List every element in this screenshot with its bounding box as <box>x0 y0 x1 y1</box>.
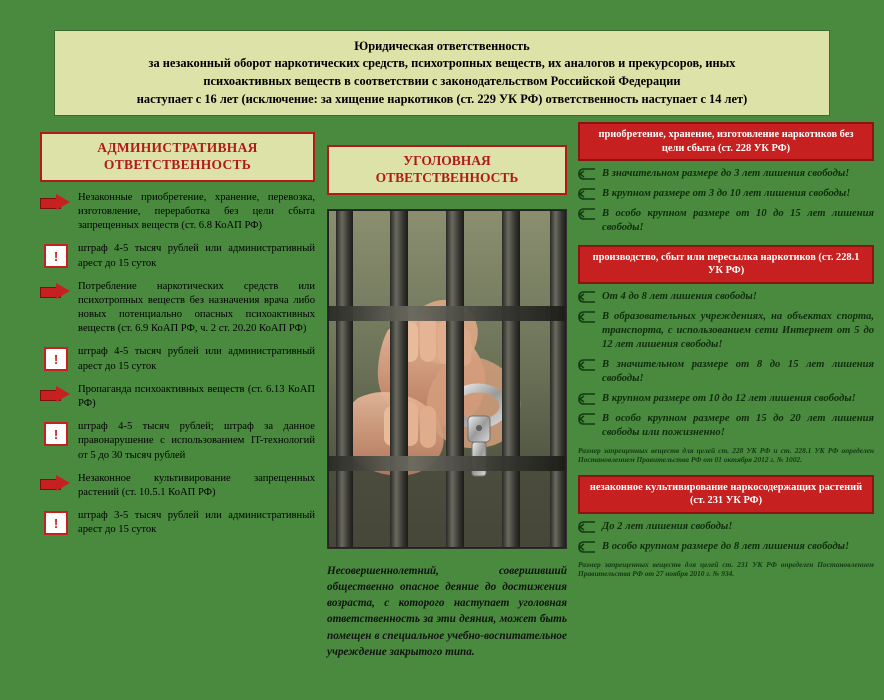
pointing-hand-icon <box>578 187 598 201</box>
list-item-text: В особо крупном размере от 15 до 20 лет лишения свободы или пожизненно! <box>602 412 874 438</box>
pointing-hand-icon <box>578 310 598 324</box>
criminal-penalties-section <box>578 122 874 579</box>
list-item-text: Незаконное культивирование запрещенных растений (ст. 10.5.1 КоАП РФ) <box>78 472 315 498</box>
exclamation-icon: ! <box>44 511 68 535</box>
list-item-text: В крупном размере от 3 до 10 лет лишения свободы! <box>602 188 851 200</box>
list-item <box>578 392 874 406</box>
list-item <box>40 383 315 411</box>
hands-behind-bars-photo <box>327 209 567 549</box>
list-item-text: В крупном размере от 10 до 12 лет лишения свободы! <box>602 392 856 404</box>
criminal-title <box>327 145 567 195</box>
list-item-text: штраф 4-5 тысяч рублей; штраф за данное правонарушение с использованием IT-технологий от 5 до 30 тысяч рублей <box>78 421 315 461</box>
arrow-icon <box>40 472 74 498</box>
arrow-icon <box>40 280 74 306</box>
penalty-band-231: незаконное культивирование наркосодержащих растений (ст. 231 УК РФ) <box>578 475 874 514</box>
list-item <box>578 207 874 235</box>
criminal-section <box>327 145 567 660</box>
list-item <box>40 191 315 234</box>
pointing-hand-icon <box>578 392 598 406</box>
administrative-title-line-1: АДМИНИСТРАТИВНАЯ <box>97 140 258 155</box>
administrative-title-line-2: ОТВЕТСТВЕННОСТЬ <box>103 156 252 172</box>
penalty-band-228-1: производство, сбыт или пересылка наркотиков (ст. 228.1 УК РФ) <box>578 245 874 284</box>
exclamation-icon: ! <box>44 422 68 446</box>
list-item-text: Пропаганда психоактивных веществ (ст. 6.13 КоАП РФ) <box>78 383 315 409</box>
list-item <box>578 520 874 534</box>
exclamation-icon: ! <box>44 347 68 371</box>
list-item <box>578 290 874 304</box>
list-item <box>578 167 874 181</box>
list-item-text: От 4 до 8 лет лишения свободы! <box>602 291 757 302</box>
fineprint-228: Размер запрещенных веществ для целей ст. 228 УК РФ и ст. 228.1 УК РФ определен Постановлением Правительства РФ от 01 октября 2012 г. № 1002. <box>578 445 874 465</box>
list-item <box>40 509 315 537</box>
list-item-text: В особо крупном размере от 10 до 15 лет лишения свободы! <box>602 208 874 233</box>
list-item <box>578 412 874 440</box>
penalty-list-231 <box>578 520 874 554</box>
pointing-hand-icon <box>578 358 598 372</box>
list-item <box>40 420 315 463</box>
header-line-3: психоактивных веществ в соответствии с законодательством Российской Федерации <box>203 74 681 88</box>
penalty-band-228: приобретение, хранение, изготовление наркотиков без цели сбыта (ст. 228 УК РФ) <box>578 122 874 161</box>
list-item <box>40 345 315 373</box>
list-item-text: В образовательных учреждениях, на объектах спорта, транспорта, с использованием сети Интернет от 5 до 12 лет лишения свободы! <box>602 311 874 350</box>
list-item <box>40 472 315 500</box>
pointing-hand-icon <box>578 540 598 554</box>
fineprint-231: Размер запрещенных веществ для целей ст. 231 УК РФ определен Постановлением Правительства РФ от 27 ноября 2010 г. № 934. <box>578 559 874 579</box>
list-item <box>578 187 874 201</box>
list-item-text: В значительном размере от 8 до 15 лет лишения свободы! <box>602 358 874 384</box>
list-item-text: Незаконные приобретение, хранение, перевозка, изготовление, переработка без цели сбыта запрещенных веществ (ст. 6.8 КоАП РФ) <box>78 191 315 232</box>
pointing-hand-icon <box>578 412 598 426</box>
list-item-text: В значительном размере до 3 лет лишения свободы! <box>602 168 850 180</box>
list-item <box>40 280 315 337</box>
list-item-text: штраф 4-5 тысяч рублей или административный арест до 15 суток <box>78 243 315 269</box>
header-line-2: за незаконный оборот наркотических средств, психотропных веществ, их аналогов и прекурсоров, иных <box>148 56 736 71</box>
pointing-hand-icon <box>578 520 598 534</box>
minor-note-text: Несовершеннолетний, совершивший общественно опасное деяние до достижения возраста, с которого наступает уголовная ответственность за эти деяния, может быть помещен в специальное учебно-воспитательное учреждение закрытого типа. <box>327 564 567 658</box>
arrow-icon <box>40 191 74 217</box>
penalty-list-228 <box>578 167 874 235</box>
list-item-text: штраф 3-5 тысяч рублей или административный арест до 15 суток <box>78 510 315 536</box>
page-title <box>54 30 830 116</box>
list-item-text: Потребление наркотических средств или психотропных веществ без назначения врача либо новых потенциально опасных психоактивных веществ (ст. 6.9 КоАП РФ, ч. 2 ст. 20.20 КоАП РФ) <box>78 280 315 335</box>
pointing-hand-icon <box>578 290 598 304</box>
administrative-section <box>40 132 315 538</box>
exclamation-icon: ! <box>44 244 68 268</box>
list-item <box>578 358 874 386</box>
criminal-title-line-2: ОТВЕТСТВЕННОСТЬ <box>375 169 519 185</box>
list-item-text: В особо крупном размере до 8 лет лишения свободы! <box>602 540 850 552</box>
header-line-4: наступает с 16 лет (исключение: за хищение наркотиков (ст. 229 УК РФ) ответственность наступает с 14 лет) <box>136 91 748 106</box>
penalty-list-228-1 <box>578 290 874 440</box>
header-line-1: Юридическая ответственность <box>354 38 530 53</box>
arrow-icon <box>40 383 74 409</box>
pointing-hand-icon <box>578 207 598 221</box>
list-item <box>578 540 874 554</box>
administrative-title <box>40 132 315 182</box>
list-item <box>578 310 874 352</box>
list-item-text: штраф 4-5 тысяч рублей или административный арест до 15 суток <box>78 346 315 372</box>
list-item-text: До 2 лет лишения свободы! <box>602 520 733 532</box>
criminal-title-line-1: УГОЛОВНАЯ <box>403 153 491 168</box>
list-item <box>40 242 315 270</box>
pointing-hand-icon <box>578 167 598 181</box>
